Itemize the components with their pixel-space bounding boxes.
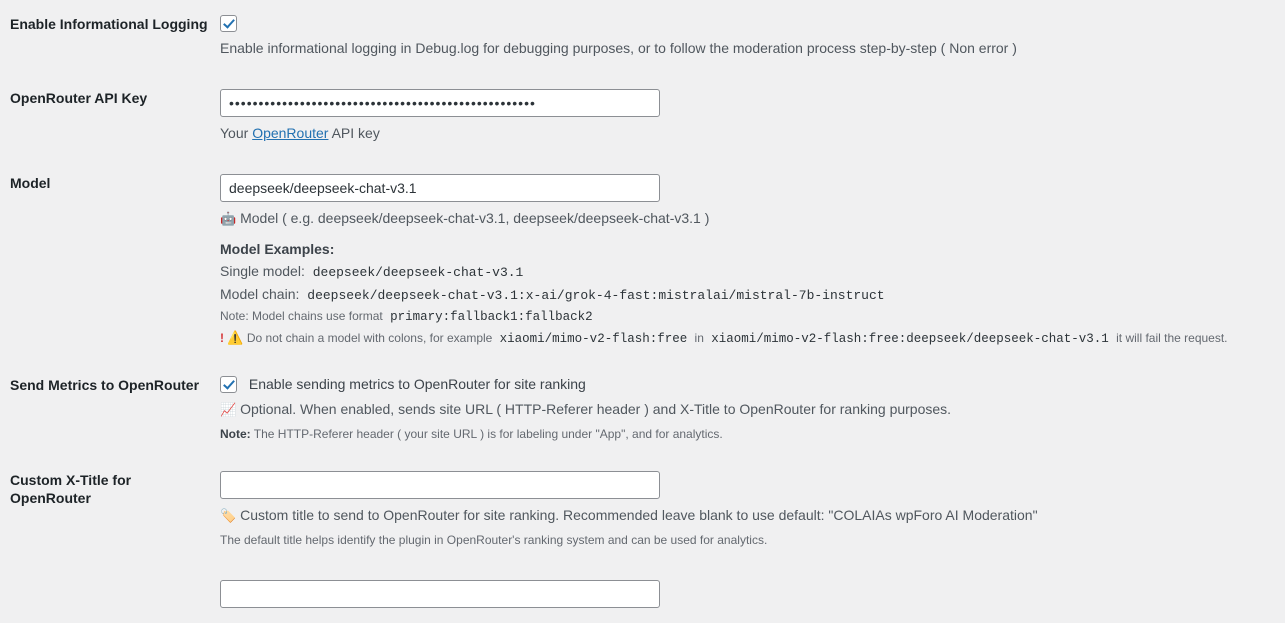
model-chain-note bbox=[220, 309, 1275, 324]
single-model-label: Single model: bbox=[220, 263, 305, 279]
model-chain-value: deepseek/deepseek-chat-v3.1:x-ai/grok-4-fast:mistralai/mistral-7b-instruct bbox=[303, 287, 888, 304]
exclamation-icon: ! bbox=[220, 331, 224, 345]
send-metrics-note-text: The HTTP-Referer header ( your site URL ) is for labeling under "App", and for analytics. bbox=[250, 427, 723, 441]
model-chain-example bbox=[220, 286, 1275, 303]
send-metrics-desc-text: Optional. When enabled, sends site URL ( HTTP-Referer header ) and X-Title to OpenRouter for ranking purposes. bbox=[240, 401, 952, 417]
setting-row-send-metrics bbox=[0, 361, 1285, 456]
label-enable-informational-logging: Enable Informational Logging bbox=[10, 16, 208, 32]
setting-row-custom-x-title bbox=[0, 456, 1285, 562]
api-key-desc-prefix: Your bbox=[220, 125, 253, 141]
custom-x-title-desc-text: Custom title to send to OpenRouter for site ranking. Recommended leave blank to use default: "COLAIAs wpForo AI Moderation" bbox=[240, 507, 1038, 523]
send-metrics-note bbox=[220, 427, 1275, 441]
tag-icon: 🏷️ bbox=[220, 508, 237, 523]
warning-text-3: it will fail the request. bbox=[1112, 331, 1228, 345]
warning-icon: ⚠️ bbox=[227, 330, 244, 345]
model-chain-label: Model chain: bbox=[220, 286, 300, 302]
warning-text-1: Do not chain a model with colons, for example bbox=[246, 331, 496, 345]
send-metrics-note-bold: Note: bbox=[220, 427, 251, 441]
description-custom-x-title bbox=[220, 505, 1275, 526]
robot-icon: 🤖 bbox=[220, 211, 237, 226]
custom-x-title-note: The default title helps identify the plugin in OpenRouter's ranking system and can be used for analytics. bbox=[220, 533, 768, 547]
checkbox-enable-informational-logging[interactable] bbox=[220, 15, 237, 32]
label-custom-x-title: Custom X-Title for OpenRouter bbox=[10, 472, 132, 507]
model-chain-note-prefix: Note: Model chains use format bbox=[220, 309, 387, 323]
single-model-value: deepseek/deepseek-chat-v3.1 bbox=[309, 264, 528, 281]
label-model: Model bbox=[10, 175, 51, 191]
label-openrouter-api-key: OpenRouter API Key bbox=[10, 90, 148, 106]
description-model bbox=[220, 208, 1275, 229]
chart-icon: 📈 bbox=[220, 402, 237, 417]
setting-row-model bbox=[0, 159, 1285, 361]
warning-text-2: in bbox=[691, 331, 708, 345]
input-openrouter-api-key[interactable] bbox=[220, 89, 660, 117]
description-enable-informational-logging: Enable informational logging in Debug.log for debugging purposes, or to follow the moderation process step-by-step ( Non error ) bbox=[220, 40, 1017, 56]
api-key-desc-suffix: API key bbox=[328, 125, 380, 141]
setting-row-next-partial bbox=[0, 562, 1285, 623]
openrouter-link[interactable]: OpenRouter bbox=[252, 125, 329, 141]
checkbox-send-metrics[interactable] bbox=[220, 376, 237, 393]
description-openrouter-api-key bbox=[220, 123, 1275, 144]
setting-row-openrouter-api-key bbox=[0, 74, 1285, 159]
send-metrics-checkbox-wrap bbox=[220, 376, 1275, 393]
checkbox-label-send-metrics: Enable sending metrics to OpenRouter for site ranking bbox=[248, 376, 586, 392]
setting-row-enable-informational-logging bbox=[0, 0, 1285, 74]
input-custom-x-title[interactable] bbox=[220, 471, 660, 499]
warning-code-2: xiaomi/mimo-v2-flash:free:deepseek/deepseek-chat-v3.1 bbox=[707, 331, 1113, 347]
model-desc-text: Model ( e.g. deepseek/deepseek-chat-v3.1, deepseek/deepseek-chat-v3.1 ) bbox=[240, 210, 710, 226]
model-colon-warning bbox=[220, 330, 1275, 346]
single-model-example bbox=[220, 263, 1275, 280]
label-send-metrics: Send Metrics to OpenRouter bbox=[10, 377, 200, 393]
warning-code-1: xiaomi/mimo-v2-flash:free bbox=[496, 331, 692, 347]
model-chain-note-code: primary:fallback1:fallback2 bbox=[386, 309, 597, 325]
description-send-metrics bbox=[220, 399, 1275, 420]
model-examples-title: Model Examples: bbox=[220, 241, 335, 257]
input-model[interactable] bbox=[220, 174, 660, 202]
input-next-partial[interactable] bbox=[220, 580, 660, 608]
